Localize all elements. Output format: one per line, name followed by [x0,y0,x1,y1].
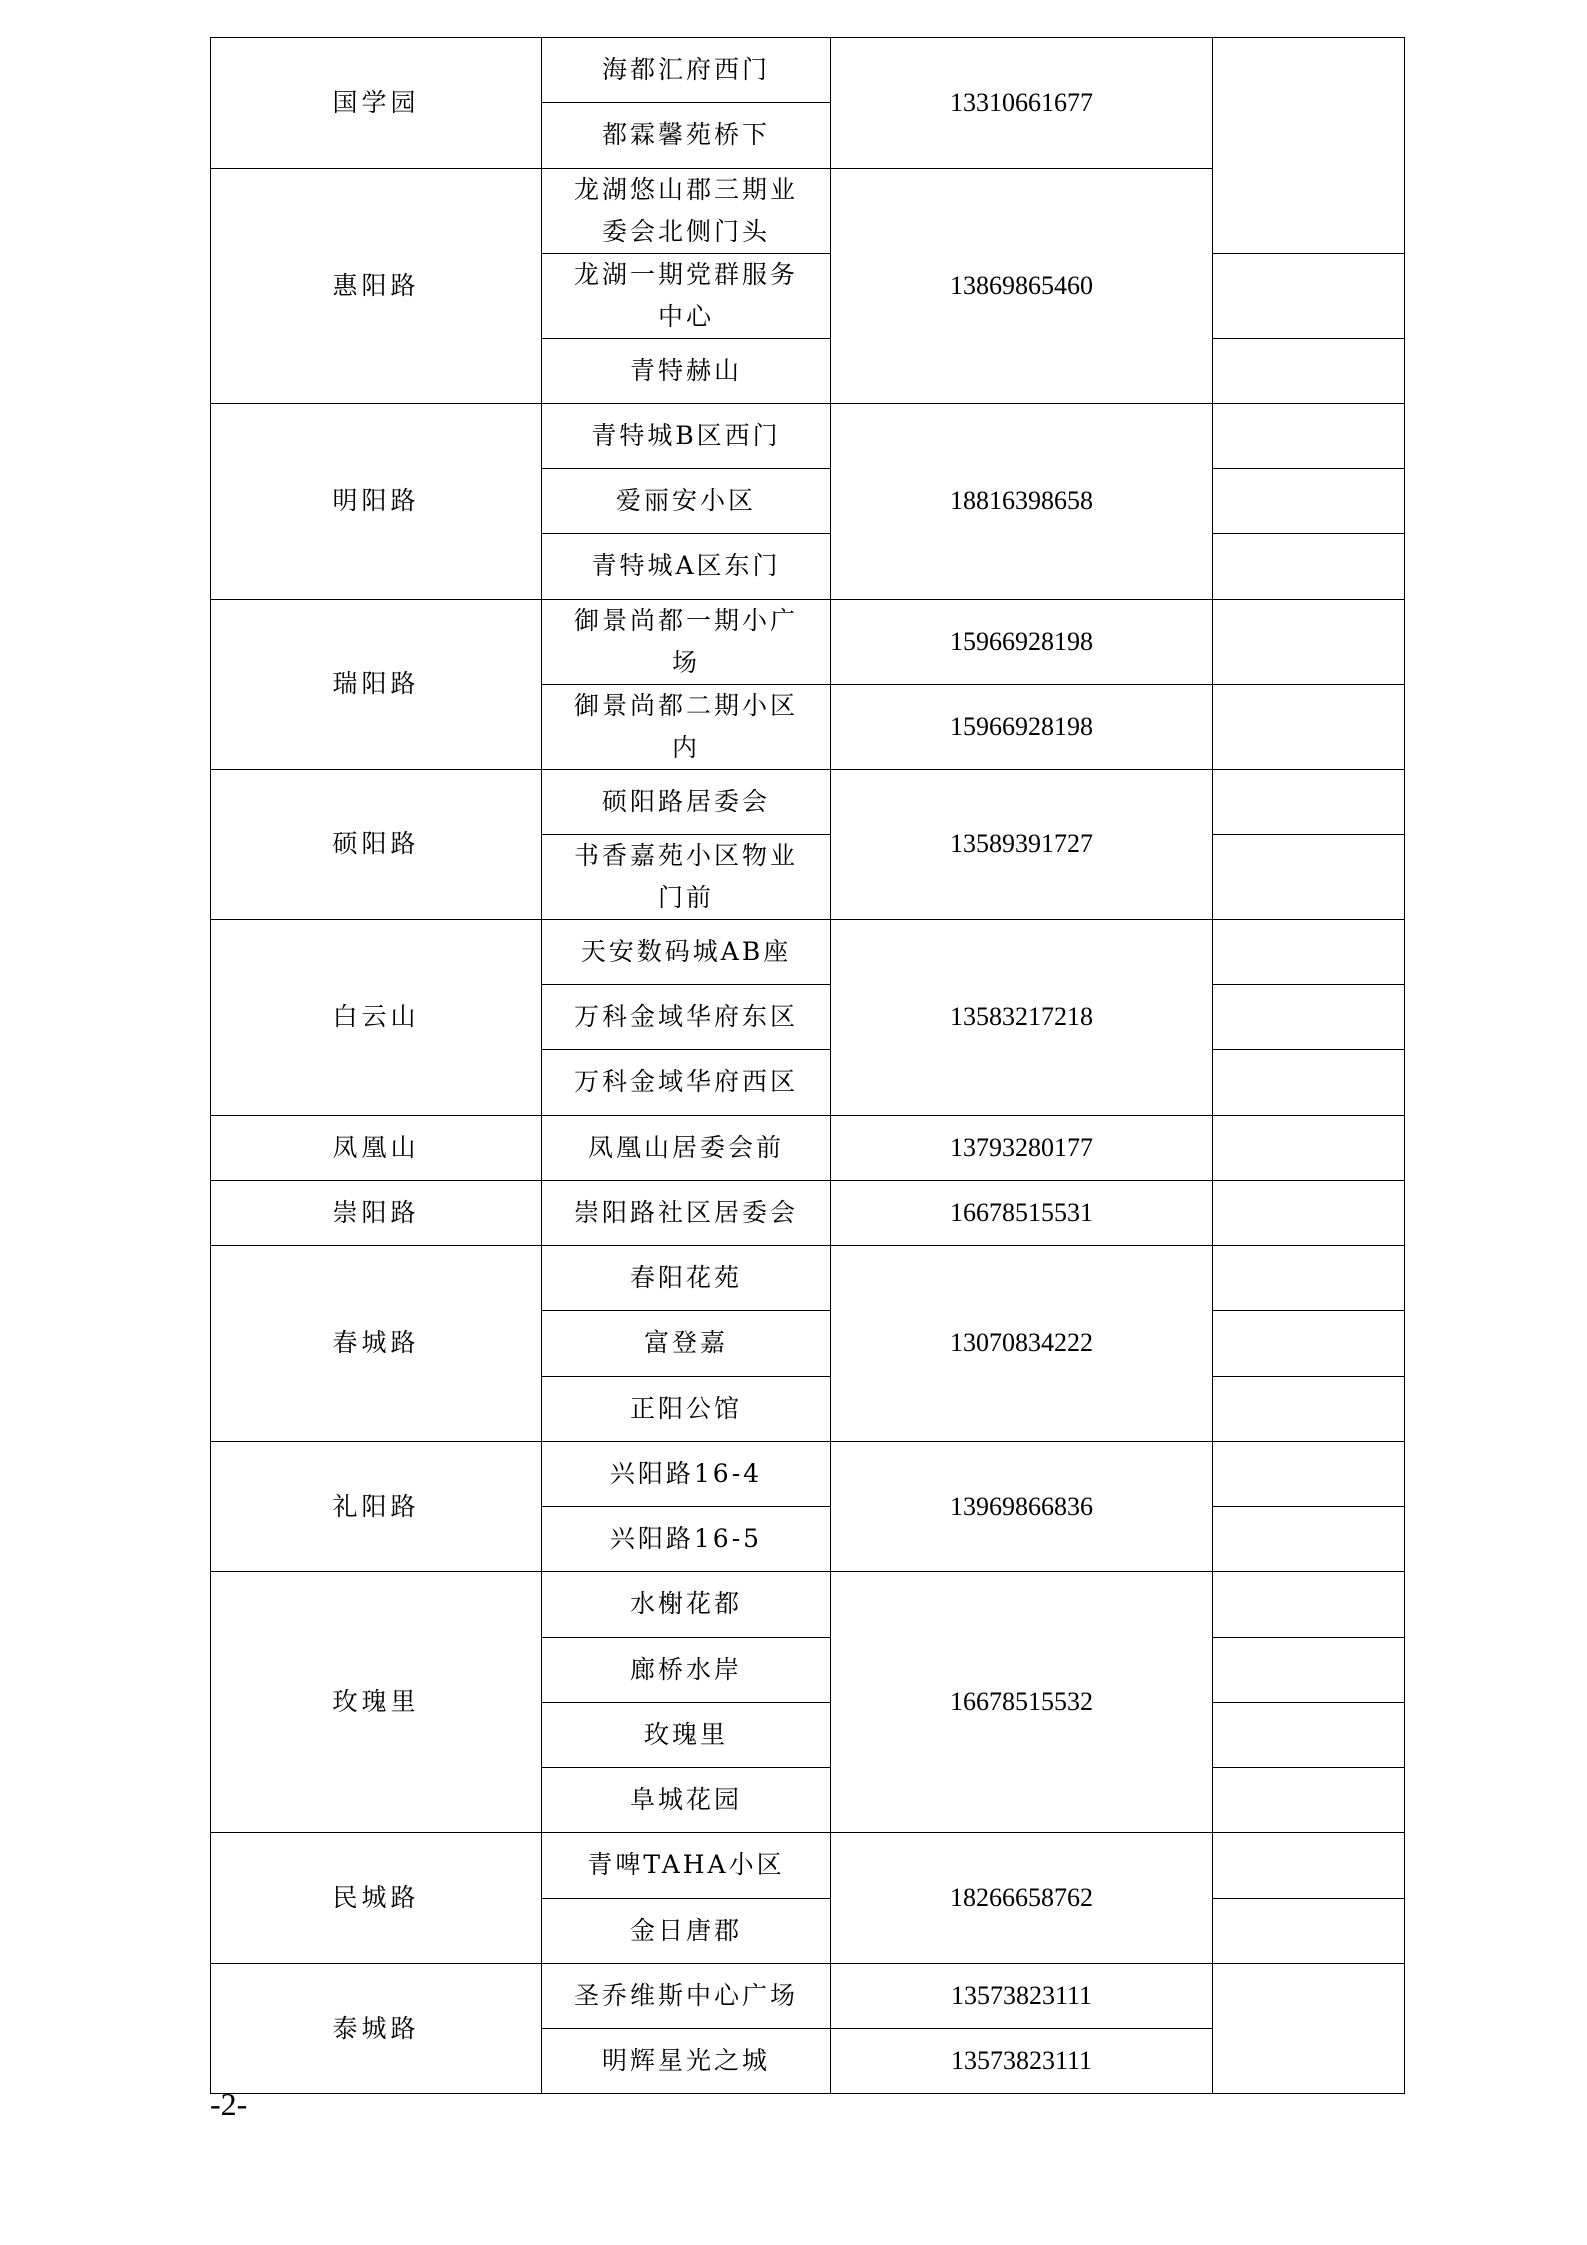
area-cell: 崇阳路 [211,1180,542,1245]
location-cell: 明辉星光之城 [542,2029,831,2094]
table-row [211,1246,1405,1311]
note-cell [1213,1833,1405,1898]
phone-cell: 16678515531 [831,1180,1213,1245]
phone-cell: 13573823111 [831,1963,1213,2028]
note-cell [1213,834,1405,919]
table-row [211,1441,1405,1506]
note-cell [1213,1441,1405,1506]
phone-cell: 13573823111 [831,2029,1213,2094]
area-cell: 白云山 [211,919,542,1115]
location-cell: 圣乔维斯中心广场 [542,1963,831,2028]
area-cell: 硕阳路 [211,769,542,919]
location-cell: 万科金域华府东区 [542,985,831,1050]
location-cell: 爱丽安小区 [542,469,831,534]
note-cell [1213,1311,1405,1376]
area-cell: 民城路 [211,1833,542,1964]
phone-cell: 18816398658 [831,403,1213,599]
location-cell: 龙湖悠山郡三期业委会北侧门头 [542,168,831,253]
table-row [211,1833,1405,1898]
phone-cell: 13589391727 [831,769,1213,919]
note-cell [1213,1507,1405,1572]
note-cell [1213,38,1405,254]
phone-cell: 13793280177 [831,1115,1213,1180]
distribution-points-table [210,37,1405,2094]
note-cell [1213,1963,1405,2094]
location-cell: 阜城花园 [542,1768,831,1833]
location-cell: 青特赫山 [542,338,831,403]
location-cell: 兴阳路16-4 [542,1441,831,1506]
table-row [211,1572,1405,1637]
location-cell: 龙湖一期党群服务中心 [542,253,831,338]
area-cell: 玫瑰里 [211,1572,542,1833]
note-cell [1213,599,1405,684]
note-cell [1213,469,1405,534]
phone-cell: 15966928198 [831,684,1213,769]
location-cell: 富登嘉 [542,1311,831,1376]
location-cell: 书香嘉苑小区物业门前 [542,834,831,919]
location-cell: 正阳公馆 [542,1376,831,1441]
table-row [211,919,1405,984]
table-row [211,1180,1405,1245]
note-cell [1213,1898,1405,1963]
area-cell: 惠阳路 [211,168,542,403]
table-row [211,769,1405,834]
phone-cell: 13583217218 [831,919,1213,1115]
location-cell: 春阳花苑 [542,1246,831,1311]
note-cell [1213,1180,1405,1245]
note-cell [1213,985,1405,1050]
location-cell: 青特城B区西门 [542,403,831,468]
phone-cell: 13969866836 [831,1441,1213,1572]
phone-cell: 13070834222 [831,1246,1213,1442]
phone-cell: 15966928198 [831,599,1213,684]
location-cell: 凤凰山居委会前 [542,1115,831,1180]
location-cell: 廊桥水岸 [542,1637,831,1702]
area-cell: 国学园 [211,38,542,169]
location-cell: 万科金域华府西区 [542,1050,831,1115]
note-cell [1213,919,1405,984]
table-row [211,38,1405,103]
note-cell [1213,1050,1405,1115]
table-row [211,599,1405,684]
location-cell: 崇阳路社区居委会 [542,1180,831,1245]
area-cell: 凤凰山 [211,1115,542,1180]
table-row [211,1115,1405,1180]
note-cell [1213,1376,1405,1441]
note-cell [1213,1246,1405,1311]
location-cell: 御景尚都一期小广场 [542,599,831,684]
note-cell [1213,1115,1405,1180]
location-cell: 御景尚都二期小区内 [542,684,831,769]
table-row [211,403,1405,468]
location-cell: 都霖馨苑桥下 [542,103,831,168]
note-cell [1213,1572,1405,1637]
location-cell: 硕阳路居委会 [542,769,831,834]
note-cell [1213,253,1405,338]
page-number: -2- [210,2086,248,2122]
note-cell [1213,534,1405,599]
location-cell: 海都汇府西门 [542,38,831,103]
location-cell: 天安数码城AB座 [542,919,831,984]
note-cell [1213,403,1405,468]
note-cell [1213,1702,1405,1767]
table-row [211,1963,1405,2028]
area-cell: 明阳路 [211,403,542,599]
location-cell: 玫瑰里 [542,1702,831,1767]
phone-cell: 13869865460 [831,168,1213,403]
location-cell: 金日唐郡 [542,1898,831,1963]
area-cell: 泰城路 [211,1963,542,2094]
note-cell [1213,684,1405,769]
area-cell: 礼阳路 [211,1441,542,1572]
location-cell: 兴阳路16-5 [542,1507,831,1572]
location-cell: 水榭花都 [542,1572,831,1637]
note-cell [1213,1637,1405,1702]
location-cell: 青特城A区东门 [542,534,831,599]
note-cell [1213,338,1405,403]
note-cell [1213,769,1405,834]
note-cell [1213,1768,1405,1833]
area-cell: 瑞阳路 [211,599,542,769]
phone-cell: 13310661677 [831,38,1213,169]
phone-cell: 16678515532 [831,1572,1213,1833]
area-cell: 春城路 [211,1246,542,1442]
location-cell: 青啤TAHA小区 [542,1833,831,1898]
phone-cell: 18266658762 [831,1833,1213,1964]
